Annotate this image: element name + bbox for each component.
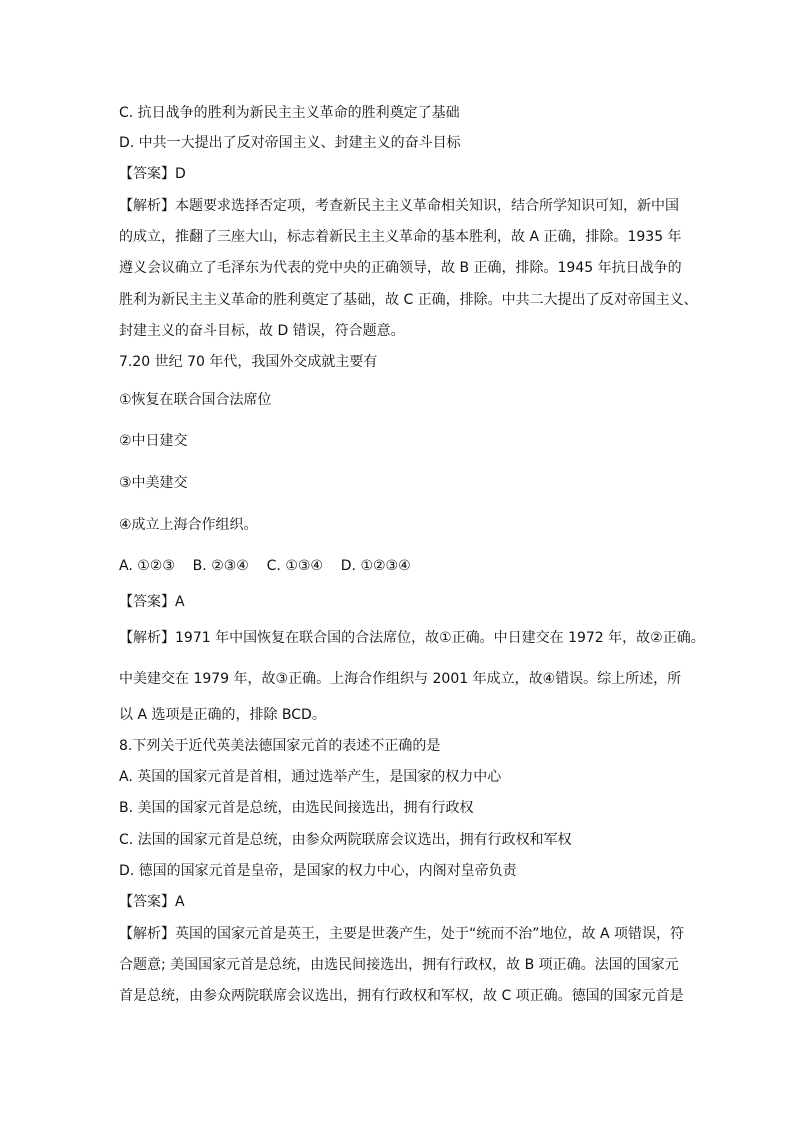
- q6-analysis-line-3: 遵义会议确立了毛泽东为代表的党中央的正确领导，故 B 正确，排除。1945 年抗日战争的: [119, 260, 682, 276]
- q8-option-b: B. 美国的国家元首是总统，由选民间接选出，拥有行政权: [119, 800, 474, 816]
- q7-item-4: ④成立上海合作组织。: [119, 517, 258, 533]
- q6-analysis-line-1: 【解析】本题要求选择否定项，考查新民主主义革命相关知识，结合所学知识可知，新中国: [119, 198, 679, 214]
- q7-item-3: ③中美建交: [119, 475, 188, 491]
- q7-analysis-line-2: 中美建交在 1979 年，故③正确。上海合作组织与 2001 年成立，故④错误。综上所述，所: [119, 671, 682, 687]
- q6-analysis-line-2: 的成立，推翻了三座大山，标志着新民主主义革命的基本胜利，故 A 正确，排除。1935 年: [119, 229, 682, 245]
- q7-analysis-line-3: 以 A 选项是正确的，排除 BCD。: [119, 707, 326, 723]
- q8-analysis-line-3: 首是总统，由参众两院联席会议选出，拥有行政权和军权，故 C 项正确。德国的国家元首是: [119, 988, 684, 1004]
- q7-answer: 【答案】A: [119, 594, 185, 610]
- q8-answer: 【答案】A: [119, 894, 185, 910]
- q8-question: 8.下列关于近代英美法德国家元首的表述不正确的是: [119, 738, 441, 754]
- q7-options: A. ①②③ B. ②③④ C. ①③④ D. ①②③④: [119, 558, 411, 574]
- q6-answer: 【答案】D: [119, 166, 186, 182]
- q8-analysis-line-1: 【解析】英国的国家元首是英王，主要是世袭产生，处于“统而不治”地位，故 A 项错误，符: [119, 926, 684, 942]
- q8-option-d: D. 德国的国家元首是皇帝，是国家的权力中心，内阁对皇帝负责: [119, 863, 517, 879]
- q7-question: 7.20 世纪 70 年代，我国外交成就主要有: [119, 354, 378, 370]
- q6-analysis-line-4: 胜利为新民主主义革命的胜利奠定了基础，故 C 正确，排除。中共二大提出了反对帝国主义、: [119, 292, 698, 308]
- q8-analysis-line-2: 合题意; 美国国家元首是总统，由选民间接选出，拥有行政权，故 B 项正确。法国的国家元: [119, 957, 679, 973]
- q6-option-d: D. 中共一大提出了反对帝国主义、封建主义的奋斗目标: [119, 135, 461, 151]
- q8-option-a: A. 英国的国家元首是首相，通过选举产生，是国家的权力中心: [119, 769, 502, 785]
- q7-item-1: ①恢复在联合国合法席位: [119, 392, 272, 408]
- q6-option-c: C. 抗日战争的胜利为新民主主义革命的胜利奠定了基础: [119, 105, 460, 121]
- q7-analysis-line-1: 【解析】1971 年中国恢复在联合国的合法席位，故①正确。中日建交在 1972 年，故②正确。: [119, 630, 705, 646]
- q7-item-2: ②中日建交: [119, 433, 188, 449]
- q8-option-c: C. 法国的国家元首是总统，由参众两院联席会议选出，拥有行政权和军权: [119, 832, 572, 848]
- q6-analysis-line-5: 封建主义的奋斗目标，故 D 错误，符合题意。: [119, 323, 405, 339]
